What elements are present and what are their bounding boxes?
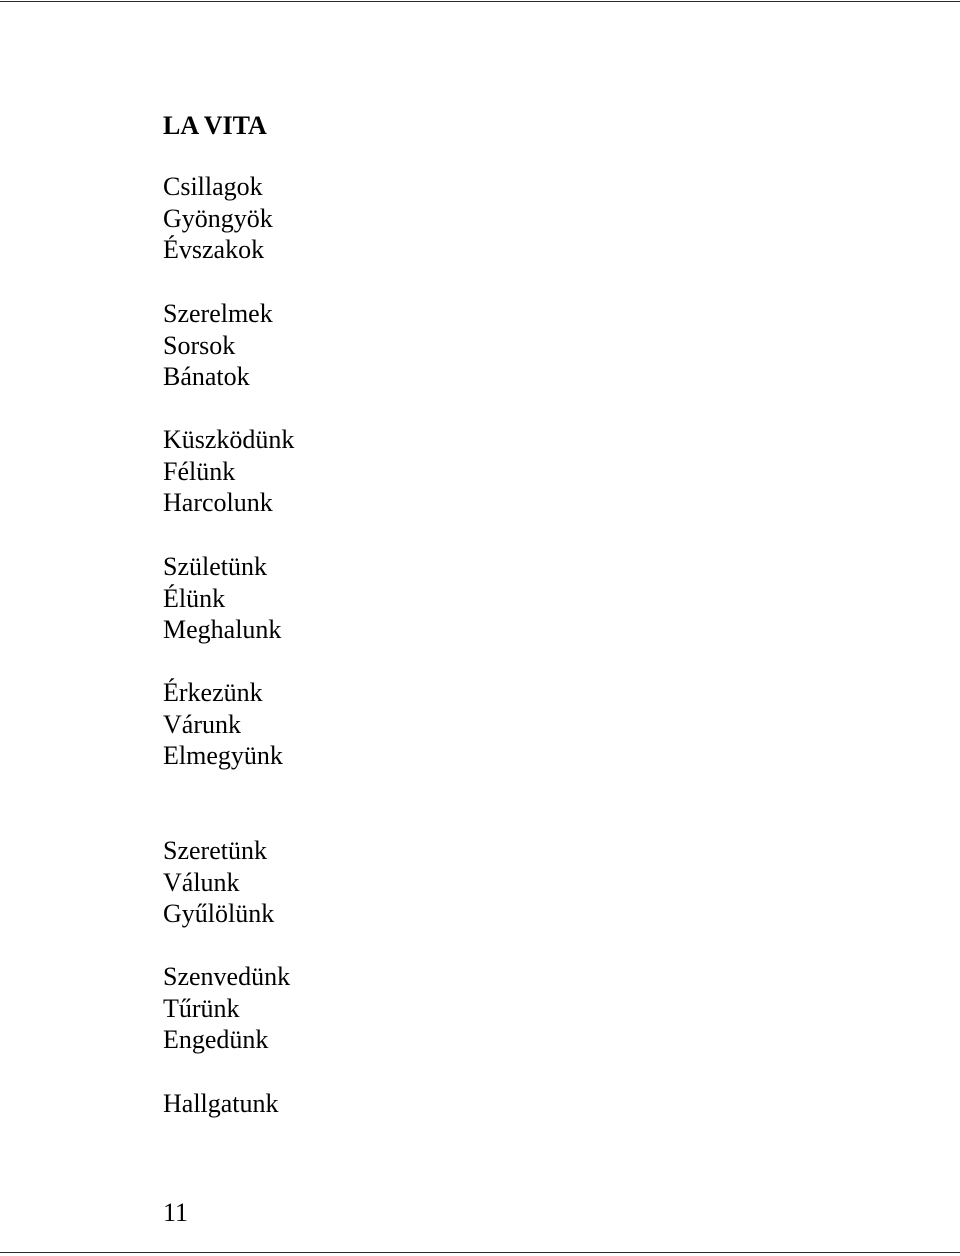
poem-line: Gyűlölünk	[163, 899, 275, 928]
poem-line: Hallgatunk	[163, 1089, 279, 1118]
bottom-border-line	[0, 1252, 960, 1253]
poem-line: Csillagok	[163, 172, 263, 201]
poem-line: Gyöngyök	[163, 203, 273, 233]
poem-line: Élünk	[163, 583, 226, 613]
poem-line: Elmegyünk	[163, 741, 283, 770]
stanza	[163, 835, 274, 930]
poem-line: Szerelmek	[163, 299, 273, 328]
stanza	[163, 424, 294, 519]
stanza	[163, 298, 273, 393]
poem-line: Évszakok	[163, 235, 265, 264]
stanza	[163, 551, 281, 646]
poem-line: Tűrünk	[163, 993, 240, 1023]
poem-line: Félünk	[163, 456, 236, 486]
poem-line: Küszködünk	[163, 425, 295, 454]
poem-line: Szenvedünk	[163, 962, 291, 991]
poem-line: Születünk	[163, 552, 267, 581]
poem-line: Várunk	[163, 709, 241, 739]
stanza	[163, 961, 290, 1056]
stanza	[163, 171, 273, 266]
poem-line: Harcolunk	[163, 488, 273, 517]
poem-line: Meghalunk	[163, 615, 282, 644]
poem-line: Érkezünk	[163, 678, 263, 707]
poem-line: Sorsok	[163, 330, 236, 360]
page-number: 11	[163, 1198, 189, 1227]
top-border-line	[0, 1, 960, 2]
poem-line: Szeretünk	[163, 836, 267, 865]
stanza	[163, 1088, 279, 1120]
poem-line: Válunk	[163, 867, 240, 897]
poem-line: Engedünk	[163, 1025, 269, 1054]
poem-title: LA VITA	[163, 111, 267, 140]
stanza	[163, 677, 283, 772]
poem-line: Bánatok	[163, 362, 250, 391]
